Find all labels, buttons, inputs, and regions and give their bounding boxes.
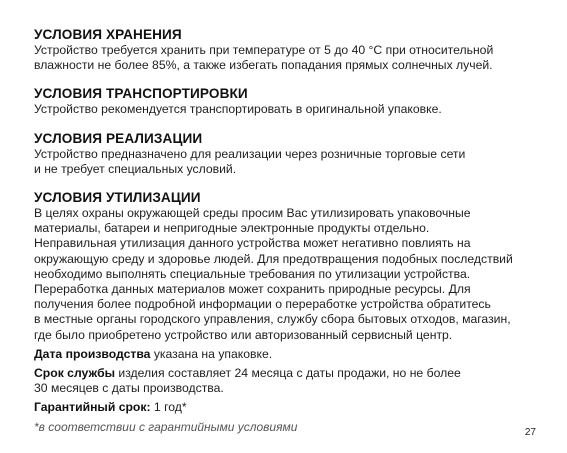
warranty-line bbox=[34, 400, 549, 415]
production-date-line bbox=[34, 347, 549, 362]
service-life-text: изделия составляет 24 месяца с даты продажи, но не более 30 месяцев с даты производства. bbox=[34, 366, 461, 396]
page-number: 27 bbox=[524, 427, 536, 438]
transport-text: Устройство рекомендуется транспортировать в оригинальной упаковке. bbox=[34, 102, 442, 117]
storage-text: Устройство требуется хранить при температуре от 5 до 40 °C при относительной влажности не более 85%, а также избегать попадания прямых солнечных лучей. bbox=[34, 43, 494, 73]
service-life-line bbox=[34, 366, 549, 396]
service-life-label: Срок службы bbox=[34, 366, 116, 381]
sales-title: УСЛОВИЯ РЕАЛИЗАЦИИ bbox=[34, 130, 203, 146]
sales-text: Устройство предназначено для реализации через розничные торговые сети и не требует специальных условий. bbox=[34, 146, 466, 176]
warranty-label: Гарантийный срок: bbox=[34, 400, 151, 415]
document-page bbox=[34, 27, 549, 435]
storage-title: УСЛОВИЯ ХРАНЕНИЯ bbox=[34, 27, 182, 42]
disposal-title: УСЛОВИЯ УТИЛИЗАЦИИ bbox=[34, 190, 201, 206]
disposal-text: В целях охраны окружающей среды просим Вас утилизировать упаковочные материалы, батареи и непригодные электронные продукты отдельно. Неправильная утилизация данного устройства может негативно повлиять на окружающую среду и здоровье людей. Для предотвращения подобных последствий необходимо выполнять специальные требования по утилизации устройства. Переработка данных материалов может сохранить природные ресурсы. Для получения более подробной информации о переработке устройства обратитесь в местные органы городского управления, службу сбора бытовых отходов, магазин, где было приобретено устройство или авторизованный сервисный центр. bbox=[34, 206, 513, 342]
transport-title: УСЛОВИЯ ТРАНСПОРТИРОВКИ bbox=[34, 86, 248, 102]
warranty-text: 1 год* bbox=[150, 400, 187, 415]
warranty-footnote: *в соответствии с гарантийными условиями bbox=[34, 419, 298, 434]
disposal-section bbox=[34, 190, 549, 343]
production-date-label: Дата производства bbox=[34, 346, 151, 361]
transport-section bbox=[34, 86, 549, 117]
production-date-text: указана на упаковке. bbox=[150, 346, 273, 361]
sales-section bbox=[34, 131, 549, 177]
storage-section bbox=[34, 27, 549, 73]
